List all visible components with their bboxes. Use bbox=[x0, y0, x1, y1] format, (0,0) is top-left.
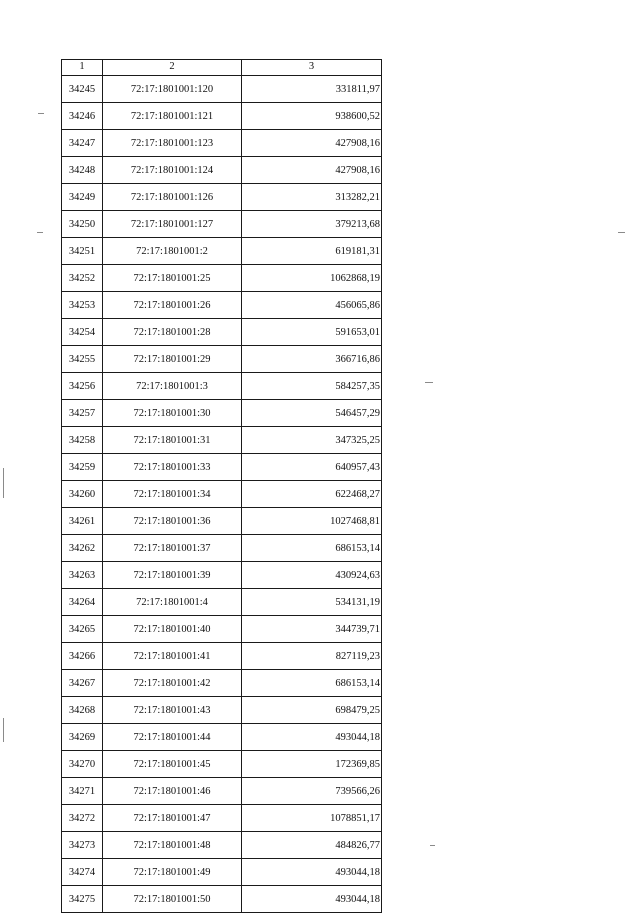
table-row bbox=[62, 508, 382, 535]
row-number-cell: 34251 bbox=[62, 238, 103, 265]
value-cell: 493044,18 bbox=[242, 886, 382, 913]
cadastral-number-cell: 72:17:1801001:44 bbox=[103, 724, 242, 751]
column-header-value: 3 bbox=[242, 60, 382, 76]
value-cell: 739566,26 bbox=[242, 778, 382, 805]
table-row bbox=[62, 562, 382, 589]
value-cell: 427908,16 bbox=[242, 130, 382, 157]
cadastral-number-cell: 72:17:1801001:25 bbox=[103, 265, 242, 292]
cadastral-number-cell: 72:17:1801001:47 bbox=[103, 805, 242, 832]
cadastral-number-cell: 72:17:1801001:43 bbox=[103, 697, 242, 724]
table-row bbox=[62, 616, 382, 643]
table-body bbox=[62, 76, 382, 913]
cadastral-number-cell: 72:17:1801001:33 bbox=[103, 454, 242, 481]
row-number-cell: 34274 bbox=[62, 859, 103, 886]
value-cell: 622468,27 bbox=[242, 481, 382, 508]
cadastral-number-cell: 72:17:1801001:34 bbox=[103, 481, 242, 508]
table-row bbox=[62, 832, 382, 859]
table-row bbox=[62, 211, 382, 238]
cadastral-number-cell: 72:17:1801001:30 bbox=[103, 400, 242, 427]
value-cell: 698479,25 bbox=[242, 697, 382, 724]
scan-speck bbox=[430, 845, 435, 846]
row-number-cell: 34248 bbox=[62, 157, 103, 184]
value-cell: 379213,68 bbox=[242, 211, 382, 238]
value-cell: 640957,43 bbox=[242, 454, 382, 481]
scan-speck bbox=[38, 113, 44, 114]
scan-speck bbox=[425, 382, 433, 383]
value-cell: 686153,14 bbox=[242, 670, 382, 697]
cadastral-number-cell: 72:17:1801001:40 bbox=[103, 616, 242, 643]
cadastral-number-cell: 72:17:1801001:2 bbox=[103, 238, 242, 265]
value-cell: 534131,19 bbox=[242, 589, 382, 616]
cadastral-number-cell: 72:17:1801001:127 bbox=[103, 211, 242, 238]
cadastral-number-cell: 72:17:1801001:28 bbox=[103, 319, 242, 346]
cadastral-number-cell: 72:17:1801001:26 bbox=[103, 292, 242, 319]
table-row bbox=[62, 76, 382, 103]
cadastral-value-table bbox=[61, 59, 382, 913]
table-row bbox=[62, 454, 382, 481]
row-number-cell: 34259 bbox=[62, 454, 103, 481]
scan-speck bbox=[3, 718, 4, 742]
table-row bbox=[62, 292, 382, 319]
row-number-cell: 34253 bbox=[62, 292, 103, 319]
value-cell: 344739,71 bbox=[242, 616, 382, 643]
cadastral-number-cell: 72:17:1801001:124 bbox=[103, 157, 242, 184]
table-row bbox=[62, 535, 382, 562]
value-cell: 584257,35 bbox=[242, 373, 382, 400]
row-number-cell: 34247 bbox=[62, 130, 103, 157]
row-number-cell: 34250 bbox=[62, 211, 103, 238]
table-row bbox=[62, 157, 382, 184]
table-row bbox=[62, 778, 382, 805]
table-row bbox=[62, 346, 382, 373]
value-cell: 686153,14 bbox=[242, 535, 382, 562]
row-number-cell: 34260 bbox=[62, 481, 103, 508]
row-number-cell: 34254 bbox=[62, 319, 103, 346]
row-number-cell: 34268 bbox=[62, 697, 103, 724]
row-number-cell: 34271 bbox=[62, 778, 103, 805]
scan-speck bbox=[618, 232, 625, 233]
row-number-cell: 34266 bbox=[62, 643, 103, 670]
row-number-cell: 34263 bbox=[62, 562, 103, 589]
table-row bbox=[62, 184, 382, 211]
row-number-cell: 34272 bbox=[62, 805, 103, 832]
cadastral-number-cell: 72:17:1801001:126 bbox=[103, 184, 242, 211]
value-cell: 331811,97 bbox=[242, 76, 382, 103]
row-number-cell: 34275 bbox=[62, 886, 103, 913]
cadastral-number-cell: 72:17:1801001:123 bbox=[103, 130, 242, 157]
value-cell: 366716,86 bbox=[242, 346, 382, 373]
cadastral-number-cell: 72:17:1801001:45 bbox=[103, 751, 242, 778]
cadastral-number-cell: 72:17:1801001:41 bbox=[103, 643, 242, 670]
row-number-cell: 34249 bbox=[62, 184, 103, 211]
table-row bbox=[62, 481, 382, 508]
value-cell: 1062868,19 bbox=[242, 265, 382, 292]
row-number-cell: 34261 bbox=[62, 508, 103, 535]
scan-speck bbox=[37, 232, 43, 233]
row-number-cell: 34265 bbox=[62, 616, 103, 643]
value-cell: 456065,86 bbox=[242, 292, 382, 319]
cadastral-number-cell: 72:17:1801001:4 bbox=[103, 589, 242, 616]
value-cell: 1027468,81 bbox=[242, 508, 382, 535]
table-header-row bbox=[62, 60, 382, 76]
cadastral-number-cell: 72:17:1801001:48 bbox=[103, 832, 242, 859]
cadastral-number-cell: 72:17:1801001:121 bbox=[103, 103, 242, 130]
scan-speck bbox=[3, 468, 4, 498]
table-row bbox=[62, 589, 382, 616]
value-cell: 172369,85 bbox=[242, 751, 382, 778]
table-row bbox=[62, 859, 382, 886]
cadastral-number-cell: 72:17:1801001:39 bbox=[103, 562, 242, 589]
column-header-cadastral-number: 2 bbox=[103, 60, 242, 76]
cadastral-number-cell: 72:17:1801001:29 bbox=[103, 346, 242, 373]
value-cell: 427908,16 bbox=[242, 157, 382, 184]
value-cell: 430924,63 bbox=[242, 562, 382, 589]
cadastral-number-cell: 72:17:1801001:42 bbox=[103, 670, 242, 697]
table-row bbox=[62, 319, 382, 346]
value-cell: 347325,25 bbox=[242, 427, 382, 454]
row-number-cell: 34252 bbox=[62, 265, 103, 292]
cadastral-number-cell: 72:17:1801001:31 bbox=[103, 427, 242, 454]
table-row bbox=[62, 130, 382, 157]
cadastral-number-cell: 72:17:1801001:3 bbox=[103, 373, 242, 400]
cadastral-number-cell: 72:17:1801001:49 bbox=[103, 859, 242, 886]
table-row bbox=[62, 670, 382, 697]
cadastral-number-cell: 72:17:1801001:36 bbox=[103, 508, 242, 535]
value-cell: 619181,31 bbox=[242, 238, 382, 265]
row-number-cell: 34257 bbox=[62, 400, 103, 427]
column-header-number: 1 bbox=[62, 60, 103, 76]
row-number-cell: 34245 bbox=[62, 76, 103, 103]
value-cell: 827119,23 bbox=[242, 643, 382, 670]
value-cell: 493044,18 bbox=[242, 724, 382, 751]
row-number-cell: 34258 bbox=[62, 427, 103, 454]
row-number-cell: 34264 bbox=[62, 589, 103, 616]
table-row bbox=[62, 886, 382, 913]
row-number-cell: 34269 bbox=[62, 724, 103, 751]
row-number-cell: 34246 bbox=[62, 103, 103, 130]
table-row bbox=[62, 427, 382, 454]
table-row bbox=[62, 805, 382, 832]
value-cell: 591653,01 bbox=[242, 319, 382, 346]
value-cell: 484826,77 bbox=[242, 832, 382, 859]
value-cell: 493044,18 bbox=[242, 859, 382, 886]
table-row bbox=[62, 103, 382, 130]
row-number-cell: 34267 bbox=[62, 670, 103, 697]
row-number-cell: 34255 bbox=[62, 346, 103, 373]
cadastral-number-cell: 72:17:1801001:46 bbox=[103, 778, 242, 805]
row-number-cell: 34270 bbox=[62, 751, 103, 778]
value-cell: 938600,52 bbox=[242, 103, 382, 130]
row-number-cell: 34262 bbox=[62, 535, 103, 562]
table-row bbox=[62, 751, 382, 778]
cadastral-number-cell: 72:17:1801001:120 bbox=[103, 76, 242, 103]
table-row bbox=[62, 373, 382, 400]
value-cell: 546457,29 bbox=[242, 400, 382, 427]
value-cell: 1078851,17 bbox=[242, 805, 382, 832]
table-row bbox=[62, 724, 382, 751]
cadastral-number-cell: 72:17:1801001:37 bbox=[103, 535, 242, 562]
table-row bbox=[62, 400, 382, 427]
table-row bbox=[62, 643, 382, 670]
cadastral-number-cell: 72:17:1801001:50 bbox=[103, 886, 242, 913]
table-row bbox=[62, 238, 382, 265]
row-number-cell: 34273 bbox=[62, 832, 103, 859]
table-row bbox=[62, 697, 382, 724]
row-number-cell: 34256 bbox=[62, 373, 103, 400]
value-cell: 313282,21 bbox=[242, 184, 382, 211]
table-row bbox=[62, 265, 382, 292]
